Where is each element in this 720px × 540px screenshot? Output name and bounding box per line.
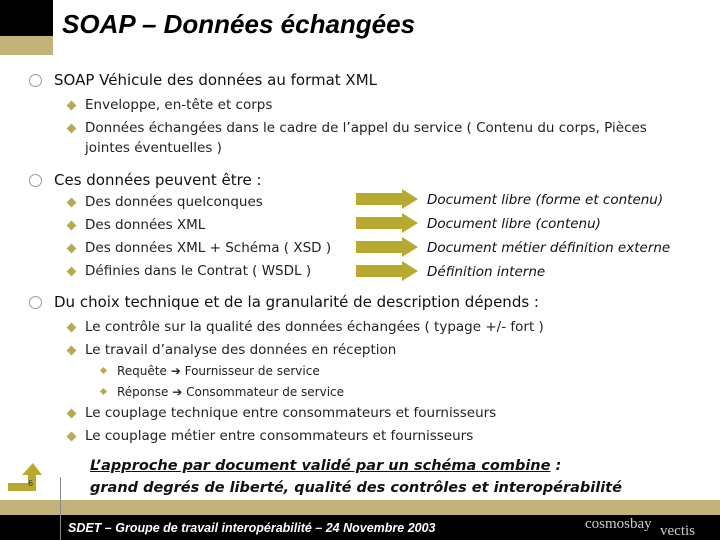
sub-list-item [117,385,344,399]
arrow-icon: ➔ [170,364,181,378]
arrow-icon: ➔ [172,385,183,399]
diamond-bullet-icon [67,244,77,254]
section-1-label: SOAP Véhicule des données au format XML [54,71,377,89]
result-text: Définition interne [427,264,546,280]
diamond-bullet-icon [100,388,107,395]
section-2-label: Ces données peuvent être : [54,171,262,189]
diamond-bullet-icon [67,124,77,134]
diamond-bullet-icon [67,409,77,419]
title-block-black [0,0,53,36]
diamond-bullet-icon [67,323,77,333]
title-block-tan [0,36,53,55]
result-text: Document libre (forme et contenu) [427,192,664,208]
diamond-bullet-icon [67,198,77,208]
circle-bullet-icon [29,174,42,187]
list-item: Le travail d’analyse des données en réception [85,342,397,358]
logo-vectis: vectis [660,523,695,539]
diamond-bullet-icon [67,432,77,442]
diamond-bullet-icon [100,367,107,374]
section-3-label: Du choix technique et de la granularité de description dépends : [54,293,539,311]
result-text: Document métier définition externe [427,240,671,256]
conclusion [90,455,622,499]
diamond-bullet-icon [67,101,77,111]
arrow-right-icon [356,261,418,281]
arrow-right-icon [356,237,418,257]
list-item: Des données quelconques [85,194,263,210]
arrow-right-icon [356,213,418,233]
sub-item-b: Consommateur de service [186,385,345,399]
page-title: SOAP – Données échangées [62,9,416,39]
turn-up-arrow-icon [8,463,42,493]
conclusion-line2: grand degrés de liberté, qualité des contrôles et interopérabilité [90,480,622,496]
circle-bullet-icon [29,74,42,87]
list-item: Des données XML [85,217,206,233]
list-item: Le contrôle sur la qualité des données échangées ( typage +/- fort ) [85,319,544,335]
footer-text: SDET – Groupe de travail interopérabilité – 24 Novembre 2003 [68,521,436,535]
arrow-right-icon [356,189,418,209]
list-item-cont: jointes éventuelles ) [85,140,222,156]
conclusion-underlined: L’approche par document validé par un schéma combine [90,458,551,474]
list-item: Le couplage technique entre consommateurs et fournisseurs [85,405,497,421]
circle-bullet-icon [29,296,42,309]
list-item: Définies dans le Contrat ( WSDL ) [85,263,312,279]
sub-list-item [117,364,320,378]
sub-item-a: Requête [117,364,167,378]
logo-cosmosbay: cosmosbay [585,516,652,532]
footer-tan-bar [0,500,720,515]
sub-item-b: Fournisseur de service [184,364,320,378]
diamond-bullet-icon [67,221,77,231]
diamond-bullet-icon [67,267,77,277]
sub-item-a: Réponse [117,385,169,399]
diamond-bullet-icon [67,346,77,356]
list-item: Données échangées dans le cadre de l’appel du service ( Contenu du corps, Pièces [85,120,647,136]
list-item: Le couplage métier entre consommateurs et fournisseurs [85,428,474,444]
list-item: Des données XML + Schéma ( XSD ) [85,240,332,256]
result-text: Document libre (contenu) [427,216,601,232]
conclusion-colon: : [550,458,562,474]
list-item: Enveloppe, en-tête et corps [85,97,273,113]
page-number: 6 [28,479,34,488]
footer-divider [60,477,61,540]
